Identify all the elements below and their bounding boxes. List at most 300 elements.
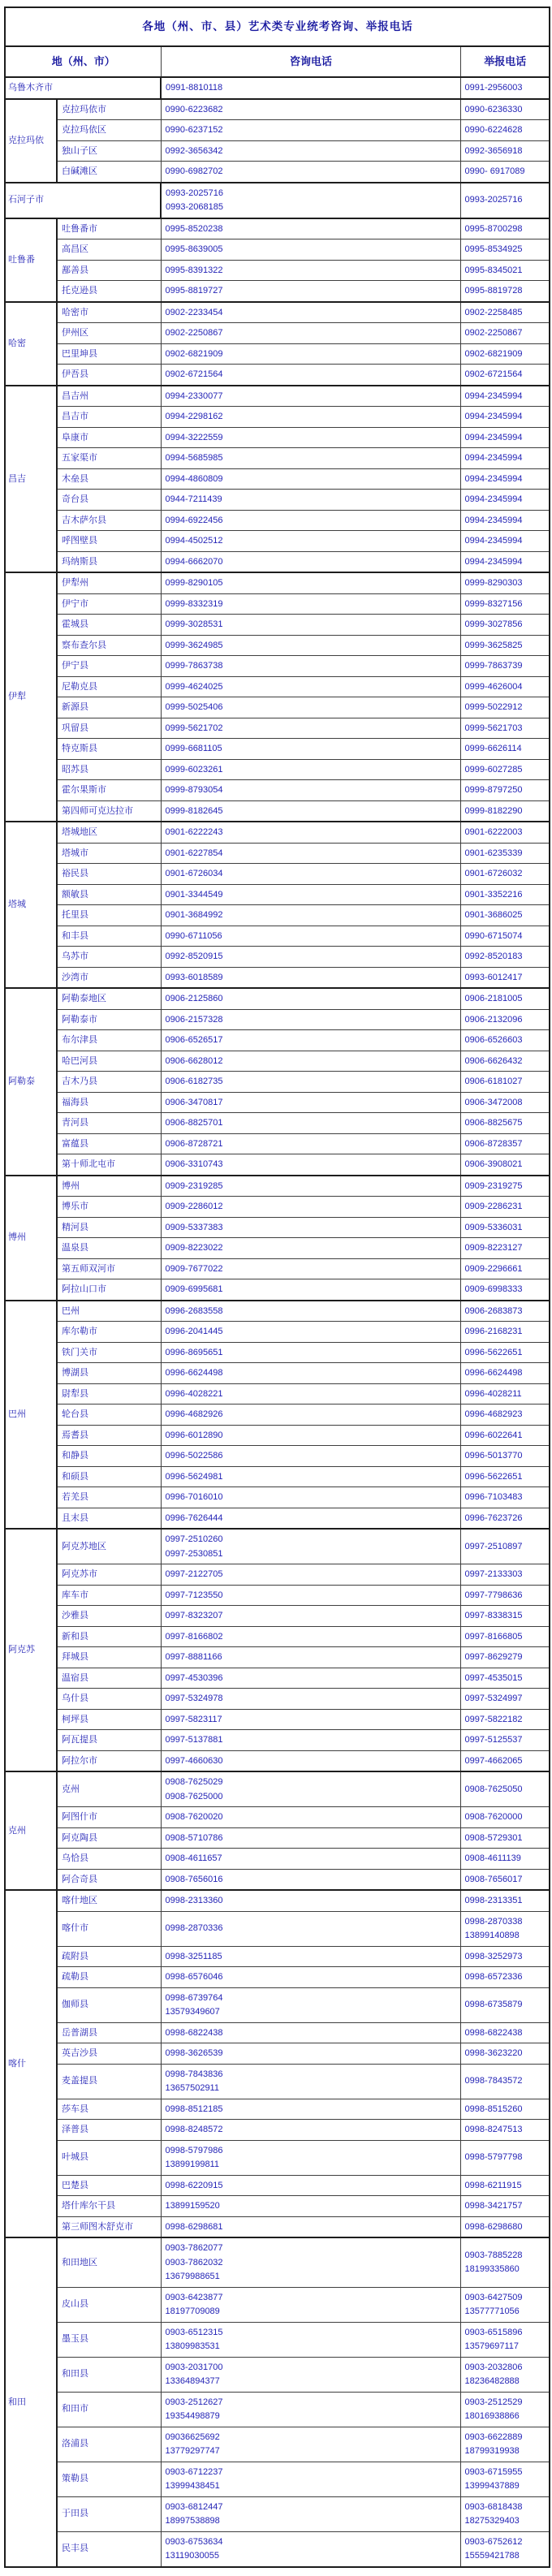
phone-number: 0906-2157328 xyxy=(165,1014,223,1025)
region-name: 托克逊县 xyxy=(57,281,161,302)
table-row xyxy=(5,1585,550,1606)
consult-phone xyxy=(161,490,460,511)
report-phone xyxy=(460,260,550,281)
consult-phone xyxy=(161,1529,460,1564)
phone-number: 0999-8290105 xyxy=(165,578,223,588)
region-name: 洛浦县 xyxy=(57,2427,161,2462)
phone-number: 0908-7620000 xyxy=(464,1812,523,1822)
consult-phone xyxy=(161,2496,460,2531)
table-row xyxy=(5,967,550,988)
report-phone xyxy=(460,947,550,968)
phone-number: 0996-4682923 xyxy=(464,1409,523,1419)
table-row xyxy=(5,2099,550,2120)
region-name: 昌吉市 xyxy=(57,407,161,428)
phone-number: 0990-6237152 xyxy=(165,125,223,135)
phone-number: 0903-7862032 xyxy=(165,2257,223,2267)
consult-phone xyxy=(161,1585,460,1606)
region-name: 木垒县 xyxy=(57,468,161,490)
phone-number: 0997-8629279 xyxy=(464,1652,523,1662)
consult-phone xyxy=(161,2237,460,2287)
report-phone xyxy=(460,1092,550,1113)
table-row xyxy=(5,343,550,365)
consult-phone xyxy=(161,2392,460,2427)
region-name: 麦盖提县 xyxy=(57,2064,161,2099)
phone-number: 0997-8323207 xyxy=(165,1611,223,1620)
report-phone xyxy=(460,926,550,947)
region-name: 高昌区 xyxy=(57,239,161,261)
table-row xyxy=(5,572,550,593)
report-phone xyxy=(460,2237,550,2287)
report-phone xyxy=(460,365,550,386)
phone-number: 13364894377 xyxy=(165,2376,220,2386)
region-name: 博乐市 xyxy=(57,1197,161,1218)
phone-number: 0996-8695651 xyxy=(165,1347,223,1357)
phone-number: 0906-6181027 xyxy=(464,1077,523,1086)
phone-number: 0994-2345994 xyxy=(464,432,523,442)
phone-number: 0996-7626444 xyxy=(165,1512,223,1523)
region-name: 阿瓦提县 xyxy=(57,1730,161,1751)
consult-phone xyxy=(161,2357,460,2392)
region-name: 第五师双河市 xyxy=(57,1258,161,1279)
report-phone xyxy=(460,2140,550,2175)
report-phone xyxy=(460,140,550,162)
phone-number: 0903-6812447 xyxy=(165,2501,223,2512)
phone-number: 13577771056 xyxy=(464,2306,520,2316)
consult-phone xyxy=(161,1946,460,1967)
consult-phone xyxy=(161,218,460,239)
phone-number: 0901-6222003 xyxy=(464,827,523,837)
report-phone xyxy=(460,343,550,365)
phone-number: 0901-6726032 xyxy=(464,869,523,878)
region-name: 阿勒泰市 xyxy=(57,1009,161,1030)
group-name: 喀什 xyxy=(5,1890,57,2237)
column-header-consult: 咨询电话 xyxy=(161,46,460,77)
group-name: 伊犁 xyxy=(5,572,57,822)
consult-phone xyxy=(161,1072,460,1093)
consult-phone xyxy=(161,1363,460,1384)
consult-phone xyxy=(161,864,460,885)
region-name: 乌恰县 xyxy=(57,1849,161,1870)
table-row xyxy=(5,1730,550,1751)
consult-phone xyxy=(161,1301,460,1322)
table-row xyxy=(5,593,550,615)
phone-number: 0994-2345994 xyxy=(464,390,523,401)
report-phone xyxy=(460,1849,550,1870)
table-row xyxy=(5,2022,550,2043)
report-phone xyxy=(460,2357,550,2392)
report-phone xyxy=(460,183,550,218)
phone-number: 0992-3656918 xyxy=(464,145,523,156)
report-phone xyxy=(460,1279,550,1301)
table-row xyxy=(5,1869,550,1890)
table-row xyxy=(5,1564,550,1586)
group-name: 巴州 xyxy=(5,1301,57,1530)
table-row xyxy=(5,1668,550,1689)
table-row xyxy=(5,140,550,162)
phone-number: 0990-6982702 xyxy=(165,166,223,176)
consult-phone xyxy=(161,407,460,428)
phone-number: 0906-6628012 xyxy=(165,1055,223,1066)
phone-number: 0994-2330077 xyxy=(165,390,223,401)
table-row xyxy=(5,988,550,1009)
phone-number: 0996-4028211 xyxy=(464,1388,522,1399)
phone-number: 0996-5013770 xyxy=(464,1451,523,1461)
report-phone xyxy=(460,1405,550,1426)
region-name: 额敏县 xyxy=(57,884,161,905)
consult-phone xyxy=(161,822,460,843)
phone-number: 0999-8793054 xyxy=(165,785,223,795)
table-row xyxy=(5,510,550,531)
table-row xyxy=(5,1890,550,1911)
phone-number: 0909-5337383 xyxy=(165,1222,223,1232)
phone-number: 0903-6515896 xyxy=(464,2327,523,2337)
phone-number: 0903-6715955 xyxy=(464,2466,523,2477)
report-phone xyxy=(460,800,550,822)
table-row xyxy=(5,1606,550,1627)
consult-phone xyxy=(161,1466,460,1487)
phone-number: 0997-4660630 xyxy=(165,1755,223,1766)
region-name: 阿勒泰地区 xyxy=(57,988,161,1009)
consult-phone xyxy=(161,1668,460,1689)
table-row xyxy=(5,77,550,99)
consult-phone xyxy=(161,967,460,988)
phone-number: 0996-5622651 xyxy=(464,1471,523,1482)
report-phone xyxy=(460,656,550,677)
consult-phone xyxy=(161,323,460,344)
phone-number: 0908-4611139 xyxy=(464,1853,521,1863)
region-name: 铁门关市 xyxy=(57,1342,161,1363)
consult-phone xyxy=(161,386,460,407)
phone-number: 0901-6222243 xyxy=(165,827,223,837)
region-name: 阿拉尔市 xyxy=(57,1750,161,1771)
phone-number: 0909-2286231 xyxy=(464,1202,523,1211)
table-row xyxy=(5,490,550,511)
table-row xyxy=(5,2287,550,2322)
group-name: 吐鲁番 xyxy=(5,218,57,302)
phone-number: 0903-6818438 xyxy=(464,2501,523,2512)
phone-number: 0990-6223682 xyxy=(165,104,223,114)
phone-number: 0903-2031700 xyxy=(165,2362,223,2372)
report-phone xyxy=(460,2216,550,2237)
phone-number: 0997-4530396 xyxy=(165,1672,223,1683)
phone-number: 0999-5022912 xyxy=(464,702,523,712)
consult-phone xyxy=(161,2462,460,2496)
region-name: 策勒县 xyxy=(57,2462,161,2496)
region-name: 吉木乃县 xyxy=(57,1072,161,1093)
table-row xyxy=(5,218,550,239)
region-name: 精河县 xyxy=(57,1217,161,1238)
phone-number: 0998-6298681 xyxy=(165,2221,223,2232)
report-phone xyxy=(460,822,550,843)
phone-number: 0908-7620020 xyxy=(165,1812,223,1822)
phone-number: 0906-8728721 xyxy=(165,1138,223,1149)
phone-number: 0990- 6917089 xyxy=(464,166,525,176)
consult-phone xyxy=(161,510,460,531)
table-row xyxy=(5,2120,550,2141)
group-name: 哈密 xyxy=(5,302,57,386)
table-row xyxy=(5,1113,550,1134)
table-row xyxy=(5,448,550,469)
report-phone xyxy=(460,2196,550,2217)
phone-number: 0995-8520238 xyxy=(165,223,223,234)
phone-number: 0994-4502512 xyxy=(165,536,223,546)
phone-number: 0999-8290303 xyxy=(464,578,523,588)
consult-phone xyxy=(161,1446,460,1467)
table-row xyxy=(5,365,550,386)
table-row xyxy=(5,99,550,120)
region-name: 泽普县 xyxy=(57,2120,161,2141)
phone-number: 0996-5022586 xyxy=(165,1451,223,1461)
report-phone xyxy=(460,1626,550,1647)
table-row xyxy=(5,926,550,947)
phone-number: 0996-7103483 xyxy=(464,1492,523,1502)
phone-number: 0994-2345994 xyxy=(464,453,523,463)
consult-phone xyxy=(161,800,460,822)
report-phone xyxy=(460,676,550,697)
region-name: 克拉玛依市 xyxy=(57,99,161,120)
phone-number: 0997-7798636 xyxy=(464,1590,523,1600)
phone-number: 0994-2345994 xyxy=(464,556,523,567)
phone-number: 0908-7625029 xyxy=(165,1777,223,1787)
report-phone xyxy=(460,2496,550,2531)
table-row xyxy=(5,2357,550,2392)
region-name: 哈巴河县 xyxy=(57,1051,161,1072)
report-phone xyxy=(460,1869,550,1890)
consult-phone xyxy=(161,2287,460,2322)
report-phone xyxy=(460,1730,550,1751)
phone-number: 0990-6236330 xyxy=(464,104,523,114)
table-row xyxy=(5,1647,550,1668)
region-name: 皮山县 xyxy=(57,2287,161,2322)
region-name: 吐鲁番市 xyxy=(57,218,161,239)
report-phone xyxy=(460,1987,550,2022)
phone-number: 0994-2345994 xyxy=(464,412,523,421)
phone-number: 0906-6526517 xyxy=(165,1035,223,1045)
report-phone xyxy=(460,1425,550,1446)
phone-number: 0909-6998333 xyxy=(464,1284,523,1294)
region-name: 霍城县 xyxy=(57,615,161,636)
phone-number: 0999-5621703 xyxy=(464,723,523,733)
phone-number: 0992-8520915 xyxy=(165,951,223,961)
report-phone xyxy=(460,427,550,448)
phone-number: 0998-3421757 xyxy=(464,2201,523,2211)
consult-phone xyxy=(161,77,460,99)
phone-number: 13999438451 xyxy=(165,2481,220,2491)
report-phone xyxy=(460,739,550,760)
phone-number: 0995-8639005 xyxy=(165,244,223,254)
phone-number: 0903-7862077 xyxy=(165,2243,223,2253)
report-phone xyxy=(460,967,550,988)
table-body xyxy=(5,7,550,2567)
region-name: 塔城市 xyxy=(57,843,161,864)
table-row xyxy=(5,1827,550,1849)
report-phone xyxy=(460,1606,550,1627)
region-name: 福海县 xyxy=(57,1092,161,1113)
region-name: 阿克苏地区 xyxy=(57,1529,161,1564)
phone-number: 0999-3028531 xyxy=(165,619,223,629)
phone-number: 0999-8182645 xyxy=(165,805,223,816)
region-name: 阿克苏市 xyxy=(57,1564,161,1586)
report-phone xyxy=(460,1668,550,1689)
table-row xyxy=(5,551,550,572)
report-phone xyxy=(460,510,550,531)
phone-number: 0990-6224628 xyxy=(464,125,523,135)
table-row xyxy=(5,780,550,801)
report-phone xyxy=(460,448,550,469)
phone-number: 0998-8512185 xyxy=(165,2104,223,2114)
consult-phone xyxy=(161,1342,460,1363)
report-phone xyxy=(460,323,550,344)
phone-number: 0908-7656016 xyxy=(165,1874,223,1884)
phone-number: 0909-2286012 xyxy=(165,1202,223,1211)
region-name: 拜城县 xyxy=(57,1647,161,1668)
phone-number: 0903-6712237 xyxy=(165,2466,223,2477)
report-phone xyxy=(460,1301,550,1322)
region-name: 若羌县 xyxy=(57,1487,161,1508)
region-name: 英吉沙县 xyxy=(57,2043,161,2065)
report-phone xyxy=(460,99,550,120)
table-row xyxy=(5,905,550,926)
phone-number: 0995-8819727 xyxy=(165,286,223,296)
table-row xyxy=(5,676,550,697)
region-name: 阿拉山口市 xyxy=(57,1279,161,1301)
phone-number: 0995-8345021 xyxy=(464,265,523,275)
phone-number: 0901-3344549 xyxy=(165,889,223,900)
phone-number: 0909-7677022 xyxy=(165,1263,223,1274)
table-row xyxy=(5,1529,550,1564)
phone-number: 0999-4624025 xyxy=(165,681,223,692)
phone-number: 0997-2510260 xyxy=(165,1534,223,1544)
column-header-report: 举报电话 xyxy=(460,46,550,77)
group-name: 博州 xyxy=(5,1176,57,1301)
table-row xyxy=(5,162,550,183)
table-row xyxy=(5,2427,550,2462)
consult-phone xyxy=(161,1987,460,2022)
phone-number: 0998-6822438 xyxy=(464,2027,523,2038)
consult-phone xyxy=(161,239,460,261)
phone-number: 18197709089 xyxy=(165,2306,220,2316)
consult-phone xyxy=(161,302,460,323)
phone-number: 0999-7863738 xyxy=(165,661,223,671)
phone-number: 0999-5025406 xyxy=(165,702,223,712)
phone-number: 0903-2512529 xyxy=(464,2397,523,2407)
region-name: 青河县 xyxy=(57,1113,161,1134)
column-header-region: 地（州、市） xyxy=(5,46,161,77)
phone-number: 0906-2181005 xyxy=(464,994,523,1003)
consult-phone xyxy=(161,988,460,1009)
table-row xyxy=(5,2175,550,2196)
phone-number: 13899140898 xyxy=(464,1931,520,1940)
table-row xyxy=(5,1771,550,1807)
phone-number: 0993-6018589 xyxy=(165,972,223,982)
consult-phone xyxy=(161,2099,460,2120)
report-phone xyxy=(460,864,550,885)
consult-phone xyxy=(161,2196,460,2217)
phone-number: 0906-8825701 xyxy=(165,1118,223,1128)
table-row xyxy=(5,1217,550,1238)
consult-phone xyxy=(161,1383,460,1405)
report-phone xyxy=(460,1911,550,1946)
phone-number: 18799319938 xyxy=(464,2446,520,2456)
region-name: 巴州 xyxy=(57,1301,161,1322)
consult-phone xyxy=(161,2531,460,2567)
report-phone xyxy=(460,1647,550,1668)
phone-number: 13809983531 xyxy=(165,2341,220,2351)
phone-number: 0902-2250867 xyxy=(464,328,523,338)
table-row xyxy=(5,947,550,968)
table-row xyxy=(5,1466,550,1487)
phone-number: 0908-7625000 xyxy=(165,1791,223,1801)
phone-number: 0994-2345994 xyxy=(464,494,523,504)
table-row xyxy=(5,1176,550,1197)
phone-number: 0997-7123550 xyxy=(165,1590,223,1600)
consult-phone xyxy=(161,531,460,552)
consult-phone xyxy=(161,1425,460,1446)
phone-number: 0999-5621702 xyxy=(165,723,223,733)
phone-number: 0901-3684992 xyxy=(165,910,223,920)
phone-number: 13999437889 xyxy=(464,2481,520,2491)
consult-phone xyxy=(161,1092,460,1113)
table-row xyxy=(5,2237,550,2287)
phone-number: 0997-5822182 xyxy=(464,1714,523,1724)
table-row xyxy=(5,759,550,780)
phone-number: 0903-6622889 xyxy=(464,2431,523,2442)
table-row xyxy=(5,1446,550,1467)
phone-number: 0903-6512315 xyxy=(165,2327,223,2337)
table-row xyxy=(5,2216,550,2237)
report-phone xyxy=(460,1383,550,1405)
phone-number: 0999-3625825 xyxy=(464,640,523,650)
table-row xyxy=(5,427,550,448)
consult-phone xyxy=(161,183,460,218)
phone-number: 0995-8391322 xyxy=(165,265,223,275)
phone-number: 0998-3626539 xyxy=(165,2048,223,2058)
region-name: 巴楚县 xyxy=(57,2175,161,2196)
report-phone xyxy=(460,1709,550,1730)
table-row xyxy=(5,1967,550,1988)
table-row xyxy=(5,2531,550,2567)
phone-number: 0997-2510897 xyxy=(464,1541,523,1551)
report-phone xyxy=(460,1197,550,1218)
report-phone xyxy=(460,386,550,407)
table-row xyxy=(5,1689,550,1710)
phone-number: 0996-6022641 xyxy=(464,1430,523,1440)
consult-phone xyxy=(161,1051,460,1072)
phone-number: 0906-6526603 xyxy=(464,1035,523,1045)
report-phone xyxy=(460,1072,550,1093)
phone-number: 0994-3222559 xyxy=(165,432,223,442)
report-phone xyxy=(460,2022,550,2043)
region-name: 沙雅县 xyxy=(57,1606,161,1627)
consult-phone xyxy=(161,140,460,162)
region-name: 克拉玛依区 xyxy=(57,120,161,141)
phone-number: 0906-2683873 xyxy=(464,1305,523,1316)
table-row xyxy=(5,1322,550,1343)
phone-number: 13119030055 xyxy=(165,2551,219,2561)
region-name: 焉耆县 xyxy=(57,1425,161,1446)
phone-number: 0994-5685985 xyxy=(165,453,223,463)
table-row xyxy=(5,2392,550,2427)
region-name: 伽师县 xyxy=(57,1987,161,2022)
table-row xyxy=(5,2462,550,2496)
phone-number: 0998-6822438 xyxy=(165,2027,223,2038)
report-phone xyxy=(460,239,550,261)
consult-phone xyxy=(161,1279,460,1301)
phone-number: 13657502911 xyxy=(165,2083,219,2093)
consult-phone xyxy=(161,2175,460,2196)
phone-number: 0998-6739764 xyxy=(165,1992,223,2003)
region-name: 库尔勒市 xyxy=(57,1322,161,1343)
